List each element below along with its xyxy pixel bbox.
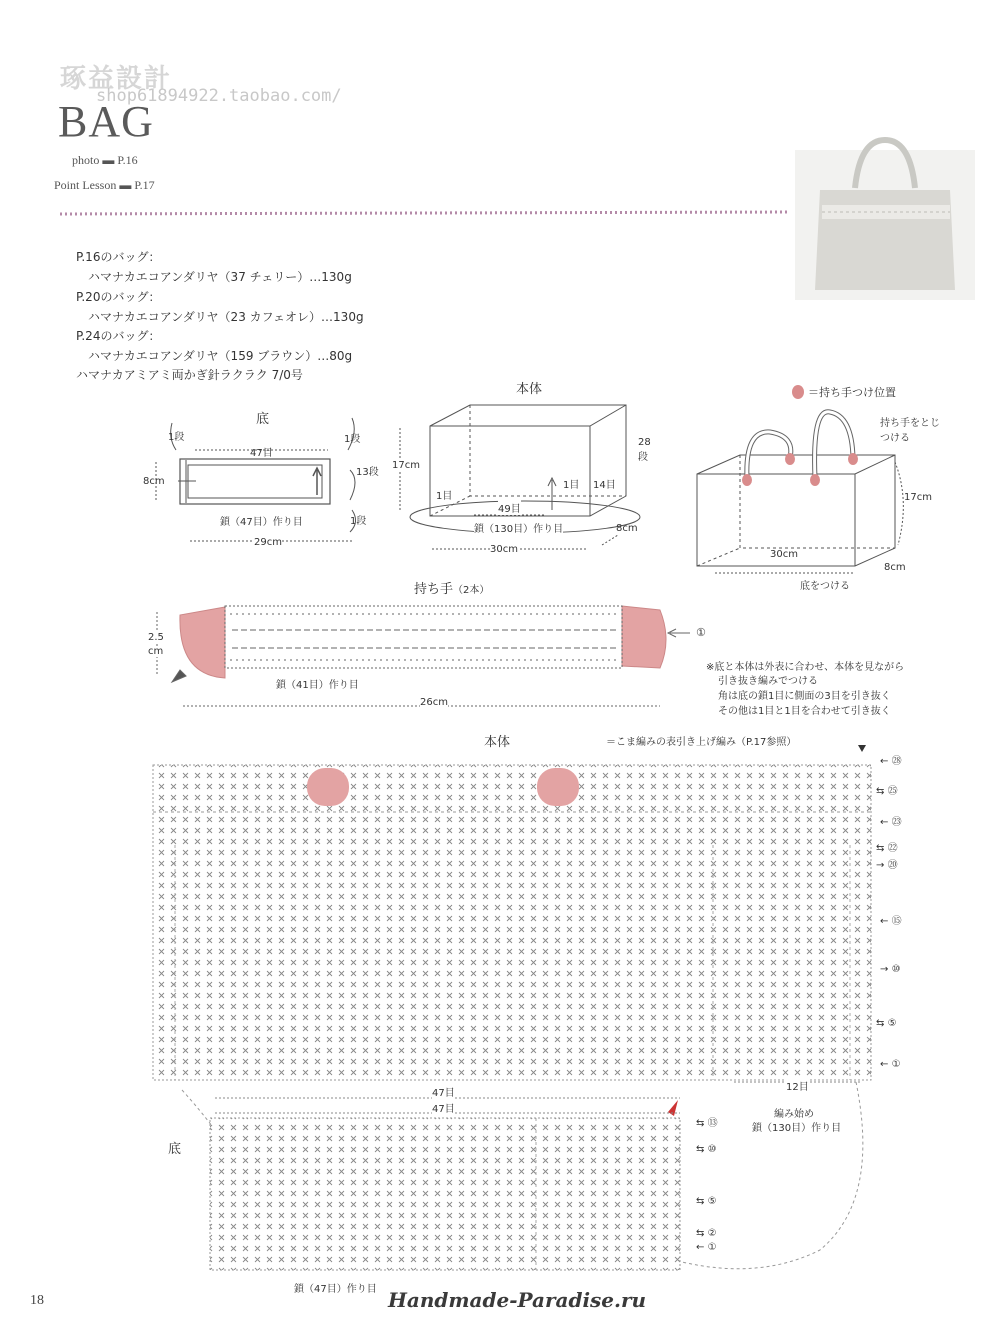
header-divider xyxy=(60,212,790,214)
body-box-st49: 49目 xyxy=(498,500,521,515)
chart-bottom-title: 底 xyxy=(168,1142,182,1157)
bottom-height: 8cm xyxy=(143,476,165,487)
start-label: 編み始め xyxy=(774,1109,814,1120)
page-number: 18 xyxy=(30,1293,44,1308)
site-watermark: Handmade-Paradise.ru xyxy=(388,1288,647,1312)
row-20-arrow: → ⑳ xyxy=(876,860,898,871)
attach-note-2: つける xyxy=(880,433,910,444)
material-line-1: P.16のバッグ： xyxy=(76,250,161,264)
bottom-width: 29cm xyxy=(254,537,282,548)
note-line-2: 引き抜き編みでつける xyxy=(718,676,818,687)
material-line-6: ハマナカエコアンダリヤ（159 ブラウン）…80g xyxy=(88,349,353,363)
row-25-arrow: ⇆ ㉕ xyxy=(876,786,898,797)
note-line-4: その他は1目と1目を合わせて引き抜く xyxy=(718,706,891,717)
row-10-arrow: → ⑩ xyxy=(880,964,901,975)
bottom-row-1: ← ① xyxy=(696,1242,717,1253)
material-line-5: P.24のバッグ： xyxy=(76,329,161,343)
note-line-1: ※底と本体は外表に合わせ、本体を見ながら xyxy=(706,662,905,673)
body-box-rows: 28段 xyxy=(638,437,651,463)
bottom-rows-top-right: 1段 xyxy=(344,434,361,445)
handle-length: 26cm xyxy=(420,697,448,708)
bottom-row-2: ⇆ ② xyxy=(696,1228,717,1239)
stitch-symbol-note: ＝こま編みの表引き上げ編み（P.17参照） xyxy=(606,737,797,748)
page-title: BAG xyxy=(58,97,154,146)
base-attach-note: 底をつける xyxy=(800,581,850,592)
body-box-depth: 8cm xyxy=(616,523,638,534)
material-line-7: ハマナカアミアミ両かぎ針ラクラク 7/0号 xyxy=(76,368,303,382)
bottom-chart-chain: 鎖（47目）作り目 xyxy=(294,1280,377,1295)
start-chain-label: 鎖（130目）作り目 xyxy=(752,1123,842,1134)
body-box-height: 17cm xyxy=(392,460,420,471)
handle-row-1: ① xyxy=(696,626,706,639)
assembled-depth: 8cm xyxy=(884,562,906,573)
bottom-row-10: ⇆ ⑩ xyxy=(696,1144,717,1155)
handle-width: 2.5 xyxy=(148,632,164,643)
assembled-height: 17cm xyxy=(904,492,932,503)
bag-photo xyxy=(795,140,975,300)
handle-width-unit: cm xyxy=(148,646,164,657)
bottom-diagram-title: 底 xyxy=(256,412,270,427)
handle-diagram xyxy=(157,606,690,706)
material-line-3: P.20のバッグ： xyxy=(76,290,161,304)
assembled-bag-diagram xyxy=(697,385,903,573)
bottom-chain-label: 鎖（47目）作り目 xyxy=(220,517,303,528)
attach-note-1: 持ち手をとじ xyxy=(880,418,940,429)
handle-position-legend: ＝持ち手つけ位置 xyxy=(808,386,896,399)
bottom-row-5: ⇆ ⑤ xyxy=(696,1196,717,1207)
photo-reference: photo ▬ P.16 xyxy=(72,153,138,167)
watermark-shop-url: shop61894922.taobao.com/ xyxy=(96,86,342,106)
chart-body-title: 本体 xyxy=(484,735,511,750)
row-23-arrow: ← ㉓ xyxy=(880,817,902,828)
bottom-stitch-chart xyxy=(182,1082,863,1270)
body-stitch-chart xyxy=(153,745,871,1080)
material-line-4: ハマナカエコアンダリヤ（23 カフェオレ）…130g xyxy=(88,310,364,324)
bottom-row-13: ⇆ ⑬ xyxy=(696,1118,718,1129)
body-box-st1b: 1目 xyxy=(563,480,580,491)
assembled-width: 30cm xyxy=(770,549,798,560)
row-22-arrow: ⇆ ㉒ xyxy=(876,843,898,854)
bottom-rows-top-left: 1段 xyxy=(168,432,185,443)
body-box-st14: 14目 xyxy=(593,480,616,491)
chart-st47-b: 47目 xyxy=(432,1100,455,1115)
row-28-arrow: ← ㉘ xyxy=(880,756,902,767)
chart-st47-a: 47目 xyxy=(432,1084,455,1099)
bottom-rows-mid: 13段 xyxy=(356,467,379,478)
lesson-reference: Point Lesson ▬ P.17 xyxy=(54,178,155,192)
handle-chain: 鎖（41目）作り目 xyxy=(276,680,359,691)
handle-title: 持ち手（2本） xyxy=(414,582,490,597)
body-box-chain: 鎖（130目）作り目 xyxy=(474,520,563,535)
body-box-st1a: 1目 xyxy=(436,491,453,502)
row-15-arrow: ← ⑮ xyxy=(880,916,902,927)
material-line-2: ハマナカエコアンダリヤ（37 チェリー）…130g xyxy=(88,270,352,284)
body-box-title: 本体 xyxy=(516,382,543,397)
bottom-stitch-count: 47目 xyxy=(250,448,273,459)
bottom-rows-bottom: 1段 xyxy=(350,516,367,527)
row-1-arrow: ← ① xyxy=(880,1059,901,1070)
watermark-shop-name: 琢益設計 xyxy=(60,64,173,94)
chart-st12: 12目 xyxy=(786,1078,809,1093)
note-line-3: 角は底の鎖1目に側面の3目を引き抜く xyxy=(718,691,891,702)
body-box-width: 30cm xyxy=(490,544,518,555)
row-5-arrow: ⇆ ⑤ xyxy=(876,1018,897,1029)
